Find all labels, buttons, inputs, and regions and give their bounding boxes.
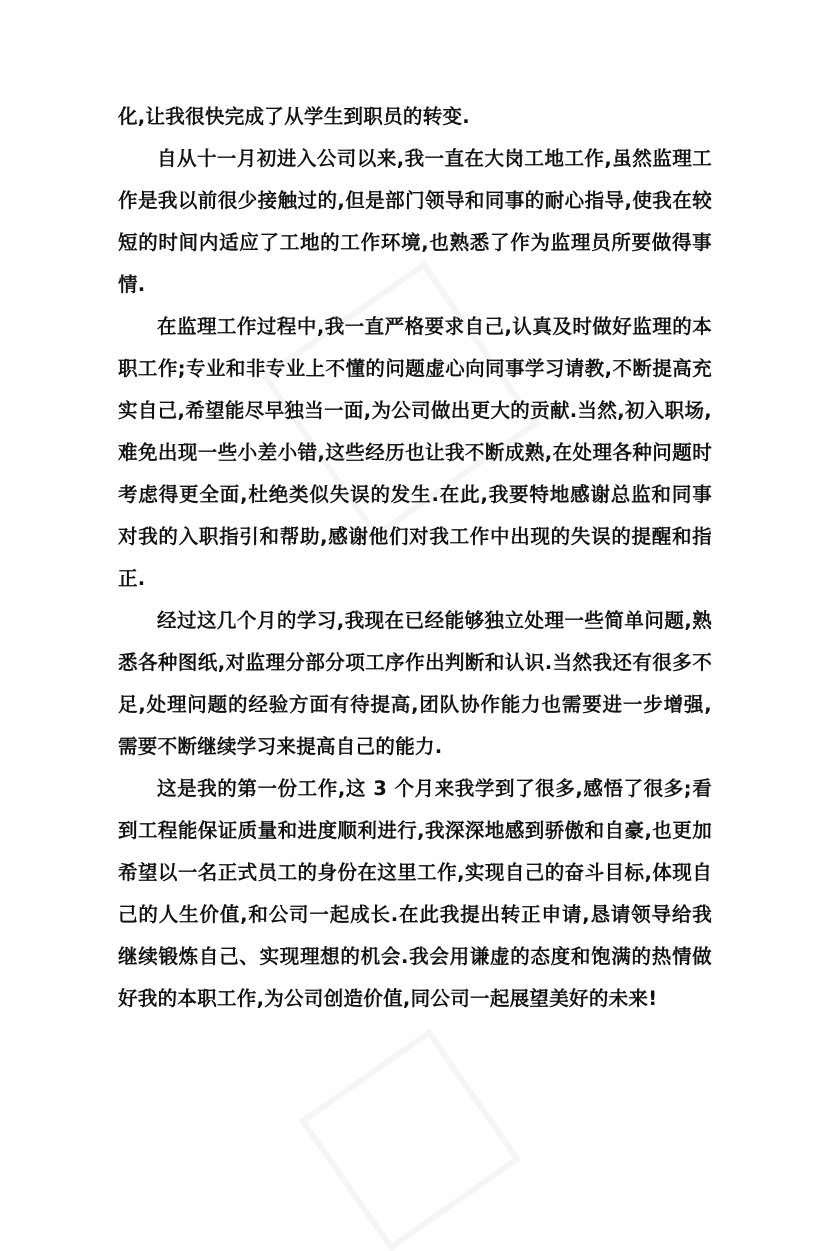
paragraph-3: 在监理工作过程中,我一直严格要求自己,认真及时做好监理的本职工作;专业和非专业上不懂的问题虚心向同事学习请教,不断提高充实自己,希望能尽早独当一面,为公司做出更大的贡献.当然,初入职场,难免出现一些小差小错,这些经历也让我不断成熟,在处理各种问题时考虑得更全面,杜绝类似失误的发生.在此,我要特地感谢总监和同事对我的入职指引和帮助,感谢他们对我工作中出现的失误的提醒和指正. — [118, 315, 712, 590]
paragraph-4: 经过这几个月的学习,我现在已经能够独立处理一些简单问题,熟悉各种图纸,对监理分部分项工序作出判断和认识.当然我还有很多不足,处理问题的经验方面有待提高,团队协作能力也需要进一步增强,需要不断继续学习来提高自己的能力. — [118, 609, 712, 758]
watermark-stamp-bottom — [299, 1029, 522, 1251]
paragraph-2: 自从十一月初进入公司以来,我一直在大岗工地工作,虽然监理工作是我以前很少接触过的,但是部门领导和同事的耐心指导,使我在较短的时间内适应了工地的工作环境,也熟悉了作为监理员所要做得事情. — [118, 147, 712, 296]
paragraph-5: 这是我的第一份工作,这 3 个月来我学到了很多,感悟了很多;看到工程能保证质量和进度顺利进行,我深深地感到骄傲和自豪,也更加希望以一名正式员工的身份在这里工作,实现自己的奋斗目标,体现自己的人生价值,和公司一起成长.在此我提出转正申请,恳请领导给我继续锻炼自己、实现理想的机会.我会用谦虚的态度和饱满的热情做好我的本职工作,为公司创造价值,同公司一起展望美好的未来! — [118, 777, 712, 1010]
paragraph-1: 化,让我很快完成了从学生到职员的转变. — [118, 105, 471, 128]
watermark-logo-icon-bottom — [299, 1029, 522, 1251]
